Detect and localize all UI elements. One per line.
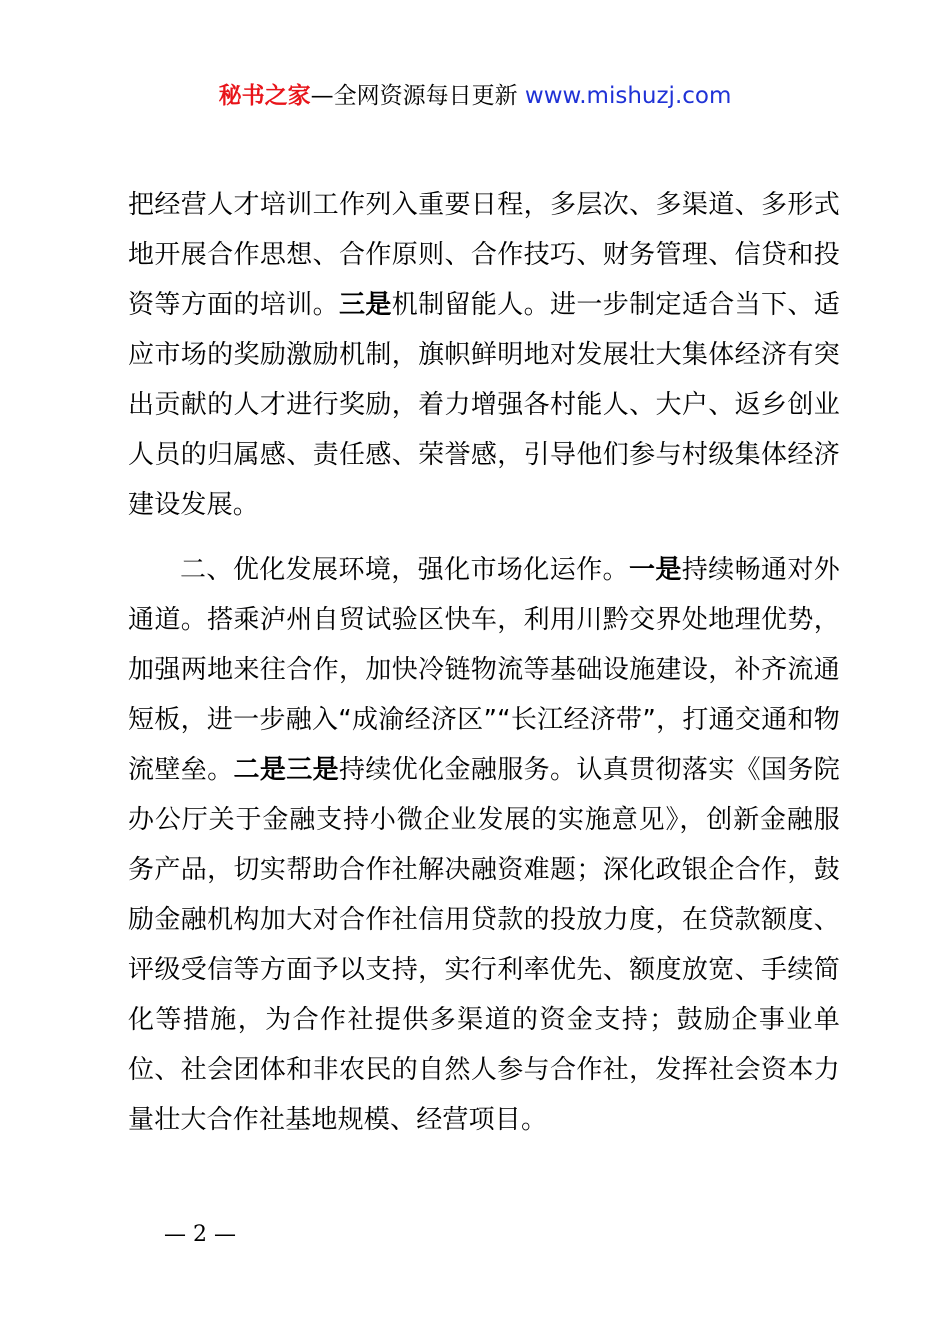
- paragraph-2-bold-marker-2: 二是三是: [233, 755, 340, 785]
- site-url-link[interactable]: www.mishuzj.com: [524, 83, 732, 109]
- paragraph-1-text-a: 把经营人才培训工作列入重要日程，多层次、多渠道、多形式地开展合作思想、合作原则、合作技巧、财务管理、信贷和投资等方面的培训。: [128, 190, 840, 320]
- document-body: [128, 180, 840, 1145]
- paragraph-1: [128, 180, 840, 530]
- brand-name: 秘书之家: [218, 83, 311, 109]
- header-slogan: —全网资源每日更新: [310, 83, 525, 109]
- paragraph-2-text-c: 持续优化金融服务。认真贯彻落实《国务院办公厅关于金融支持小微企业发展的实施意见》，创新金融服务产品，切实帮助合作社解决融资难题；深化政银企合作，鼓励金融机构加大对合作社信用贷款的投放力度，在贷款额度、评级受信等方面予以支持，实行利率优先、额度放宽、手续简化等措施，为合作社提供多渠道的资金支持；鼓励企事业单位、社会团体和非农民的自然人参与合作社，发挥社会资本力量壮大合作社基地规模、经营项目。: [128, 755, 840, 1135]
- paragraph-2-text-a: 二、优化发展环境，强化市场化运作。: [180, 555, 629, 585]
- site-header: [0, 78, 950, 114]
- paragraph-2-text-b: 持续畅通对外通道。搭乘泸州自贸试验区快车，利用川黔交界处地理优势，加强两地来往合作，加快冷链物流等基础设施建设，补齐流通短板，进一步融入“成渝经济区”“长江经济带”，打通交通和物流壁垒。: [128, 555, 841, 785]
- paragraph-1-text-b: 机制留能人。进一步制定适合当下、适应市场的奖励激励机制，旗帜鲜明地对发展壮大集体经济有突出贡献的人才进行奖励，着力增强各村能人、大户、返乡创业人员的归属感、责任感、荣誉感，引导他们参与村级集体经济建设发展。: [128, 290, 840, 520]
- page-number: — 2 —: [164, 1222, 236, 1247]
- paragraph-1-bold-marker: 三是: [339, 290, 392, 320]
- paragraph-2-bold-marker-1: 一是: [628, 555, 682, 585]
- paragraph-2: [128, 545, 840, 1145]
